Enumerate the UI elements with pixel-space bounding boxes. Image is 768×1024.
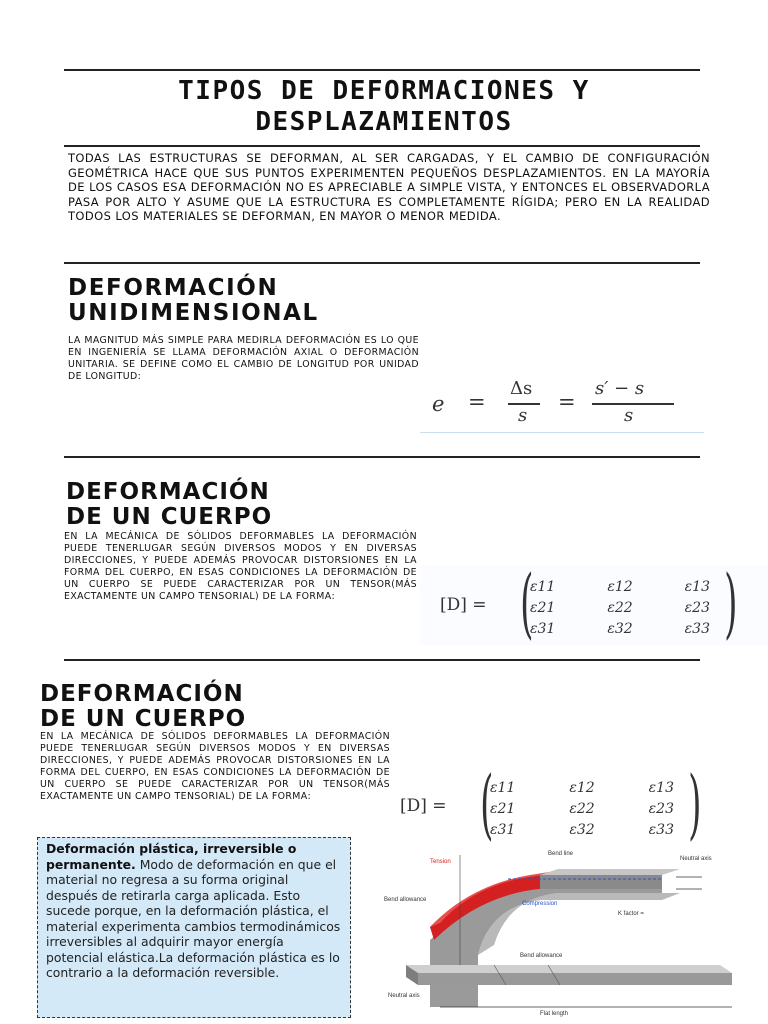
heading-line-1: DEFORMACIÓN (40, 681, 244, 707)
left-paren: ( (480, 759, 494, 848)
section-body-heading-repeat (40, 682, 246, 732)
section-rule-1 (64, 262, 700, 264)
right-paren: ) (724, 558, 738, 647)
matrix-cell: ε13 (684, 579, 710, 595)
matrix-cell: ε22 (607, 600, 633, 616)
formula-num-1: Δs (510, 378, 533, 399)
section-unidimensional-text: LA MAGNITUD MÁS SIMPLE PARA MEDIRLA DEFORMACIÓN ES LO QUE EN INGENIERÍA SE LLAMA DEFORMACIÓN AXIAL O DEFORMACIÓN UNITARIA. SE DEFINE COMO EL CAMBIO DE LONGITUD POR UNIDAD DE LONGITUD: (68, 335, 419, 382)
formula-num-2: s′ − s (595, 378, 645, 399)
heading-line-2: DE UN CUERPO (40, 706, 247, 732)
formula-underline (420, 432, 704, 433)
formula-equals-2: = (558, 390, 576, 414)
matrix-cell: ε33 (684, 621, 710, 637)
matrix-cell: ε12 (607, 579, 633, 595)
bend-diagram (380, 845, 758, 1019)
tensor-matrix (490, 778, 674, 841)
bend-allowance-label: Bend allowance (384, 897, 427, 903)
left-paren: ( (520, 558, 534, 647)
section-rule-2 (64, 456, 700, 458)
heading-line-1: DEFORMACIÓN (66, 479, 270, 505)
heading-line-2: UNIDIMENSIONAL (68, 300, 319, 326)
matrix-cell: ε32 (569, 822, 595, 838)
bend-line-label: Bend line (548, 851, 574, 857)
section-body-text: EN LA MECÁNICA DE SÓLIDOS DEFORMABLES LA DEFORMACIÓN PUEDE TENERLUGAR SEGÚN DIVERSOS MODOS Y EN DIVERSAS DIRECCIONES, Y PUEDE ADEMÁS PROVOCAR DISTORSIONES EN LA FORMA DEL CUERPO, EN ESAS CONDICIONES LA DEFORMACIÓN DE UN CUERPO SE PUEDE CARACTERIZAR POR UN TENSOR(MÁS EXACTAMENTE UN CAMPO TENSORIAL) DE LA FORMA: (64, 531, 417, 602)
matrix-cell: ε21 (530, 600, 556, 616)
top-rule (64, 69, 700, 71)
tensor-matrix (530, 577, 710, 640)
matrix-cell: ε31 (490, 822, 516, 838)
flat-strip-side (418, 973, 732, 985)
formula-den-1: s (518, 405, 528, 426)
section-rule-3 (64, 659, 700, 661)
heading-line-1: DEFORMACIÓN (68, 275, 279, 301)
compression-label: Compression (522, 901, 558, 907)
matrix-cell: ε23 (684, 600, 710, 616)
tensor-lhs: [D] = (440, 595, 487, 615)
page-title-line-2: DESPLAZAMIENTOS (255, 107, 513, 137)
section-body-text-repeat: EN LA MECÁNICA DE SÓLIDOS DEFORMABLES LA DEFORMACIÓN PUEDE TENERLUGAR SEGÚN DIVERSOS MODOS Y EN DIVERSAS DIRECCIONES, Y PUEDE ADEMÁS PROVOCAR DISTORSIONES EN LA FORMA DEL CUERPO, EN ESAS CONDICIONES LA DEFORMACIÓN DE UN CUERPO SE PUEDE CARACTERIZAR POR UN TENSOR(MÁS EXACTAMENTE UN CAMPO TENSORIAL) DE LA FORMA: (40, 731, 390, 802)
bend-allowance-label-2: Bend allowance (520, 953, 563, 959)
tensor-formula-1 (420, 558, 768, 647)
flat-strip-top (406, 965, 732, 973)
flat-length-label: Flat length (540, 1011, 569, 1017)
flat-side (540, 875, 662, 889)
matrix-cell: ε22 (569, 801, 595, 817)
matrix-cell: ε11 (530, 579, 556, 595)
page-title-line-1: TIPOS DE DEFORMACIONES Y (178, 76, 590, 106)
section-body-heading (66, 480, 272, 530)
note-bold-term: Deformación plástica, irreversible o permanente. (46, 841, 297, 872)
formula-den-2: s (624, 405, 634, 426)
matrix-cell: ε33 (648, 822, 674, 838)
matrix-cell: ε32 (607, 621, 633, 637)
right-paren: ) (688, 759, 702, 848)
matrix-cell: ε12 (569, 780, 595, 796)
matrix-cell: ε13 (648, 780, 674, 796)
formula-lhs: e (432, 392, 445, 416)
tensor-lhs: [D] = (400, 796, 447, 816)
page-title (40, 76, 728, 138)
formula-equals-1: = (468, 390, 486, 414)
heading-line-2: DE UN CUERPO (66, 504, 273, 530)
tension-label: Tension (430, 859, 451, 865)
tensor-formula-2 (396, 759, 742, 848)
matrix-cell: ε11 (490, 780, 516, 796)
matrix-cell: ε21 (490, 801, 516, 817)
title-rule (64, 145, 700, 147)
flat-top (540, 869, 680, 875)
note-text: Modo de deformación en que el material no regresa a su forma original después de retirarla carga aplicada. Esto sucede porque, en la deformación plástica, el material experimenta cambios termodinámicos irreversibles al adquirir mayor energía potencial elástica.La deformación plástica es lo contrario a la deformación reversible. (46, 856, 341, 980)
intro-paragraph: TODAS LAS ESTRUCTURAS SE DEFORMAN, AL SER CARGADAS, Y EL CAMBIO DE CONFIGURACIÓN GEOMÉTRICA HACE QUE SUS PUNTOS EXPERIMENTEN PEQUEÑOS DESPLAZAMIENTOS. EN LA MAYORÍA DE LOS CASOS ESA DEFORMACIÓN NO ES APRECIABLE A SIMPLE VISTA, Y ENTONCES EL OBSERVADORLA PASA POR ALTO Y ASUME QUE LA ESTRUCTURA ES COMPLETAMENTE RÍGIDA; PERO EN LA REALIDAD TODOS LOS MATERIALES SE DEFORMAN, EN MAYOR O MENOR MEDIDA. (68, 151, 710, 224)
strain-formula (420, 378, 704, 432)
matrix-cell: ε23 (648, 801, 674, 817)
neutral-axis-label: Neutral axis (680, 856, 712, 862)
k-factor-label: K factor = (618, 911, 644, 917)
neutral-axis-label-2: Neutral axis (388, 993, 420, 999)
matrix-cell: ε31 (530, 621, 556, 637)
section-unidimensional-heading (68, 276, 319, 326)
plastic-deformation-note (37, 837, 351, 1018)
